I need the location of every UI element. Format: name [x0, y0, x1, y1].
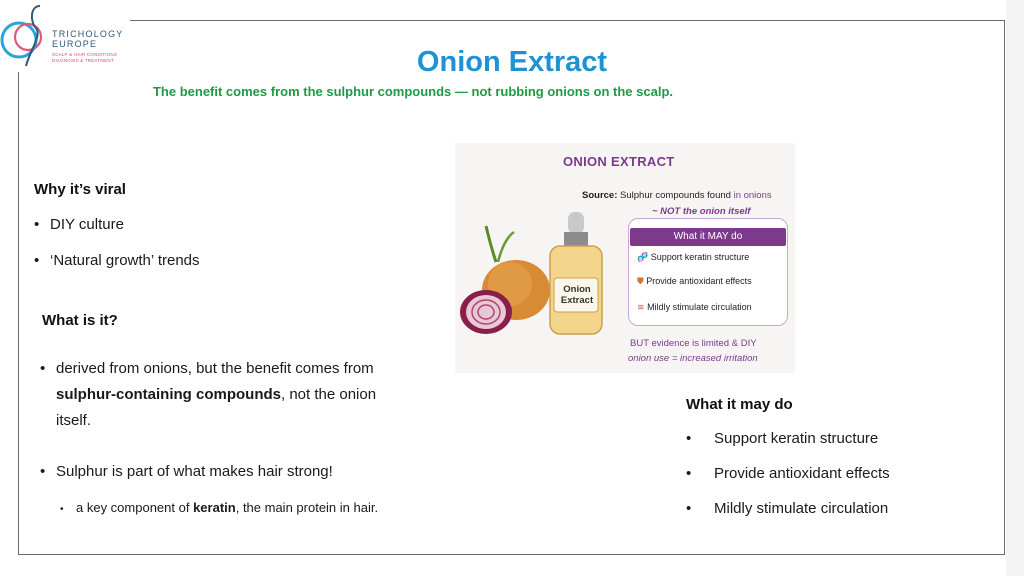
infographic-item: ⛊ Provide antioxidant effects: [637, 276, 752, 286]
bottle-label: Onion Extract: [560, 284, 594, 306]
infographic-not-line: ~ NOT the onion itself: [652, 206, 751, 217]
logo-name-2: EUROPE: [52, 39, 98, 49]
infographic-item: ≋ Mildly stimulate circulation: [637, 302, 752, 312]
what-is-it-item: • derived from onions, but the benefit comes from sulphur-containing compounds, not the onion itself.: [40, 360, 377, 429]
slide-title: Onion Extract: [416, 46, 608, 78]
infographic-item: 🧬 Support keratin structure: [637, 252, 750, 262]
shield-icon: ⛊: [637, 276, 644, 286]
slide-subtitle: The benefit comes from the sulphur compounds — not rubbing onions on the scalp.: [152, 84, 673, 99]
dropper-bottle-icon: [542, 208, 612, 338]
what-is-it-item: • Sulphur is part of what makes hair strong!: [40, 463, 333, 480]
infographic-may-do-bar: What it MAY do: [630, 228, 786, 246]
logo-name-1: TRICHOLOGY: [52, 29, 124, 39]
what-may-do-item: • Mildly stimulate circulation: [686, 500, 889, 517]
what-is-it-subitem: • a key component of keratin, the main protein in hair.: [60, 500, 379, 515]
what-is-it-heading: What is it?: [42, 312, 118, 329]
what-may-do-item: • Support keratin structure: [686, 430, 879, 447]
infographic-warning-2: onion use = increased irritation: [628, 353, 758, 364]
what-may-do-heading: What it may do: [686, 396, 793, 413]
why-viral-item: • ‘Natural growth’ trends: [34, 252, 200, 269]
logo-tag-2: DIAGNOSIS & TREATMENT: [52, 58, 114, 63]
infographic-warning-1: BUT evidence is limited & DIY: [630, 338, 757, 349]
dna-icon: 🧬: [637, 252, 649, 262]
circulation-icon: ≋: [637, 302, 645, 312]
logo-tag-1: SCALP & HAIR CONDITIONS: [52, 52, 118, 57]
window-edge: [1006, 0, 1024, 576]
why-viral-item: • DIY culture: [34, 216, 124, 233]
infographic-source: Source: Sulphur compounds found in onions: [582, 190, 772, 201]
infographic-title: ONION EXTRACT: [563, 154, 675, 169]
why-viral-heading: Why it’s viral: [34, 181, 126, 198]
what-may-do-item: • Provide antioxidant effects: [686, 465, 890, 482]
